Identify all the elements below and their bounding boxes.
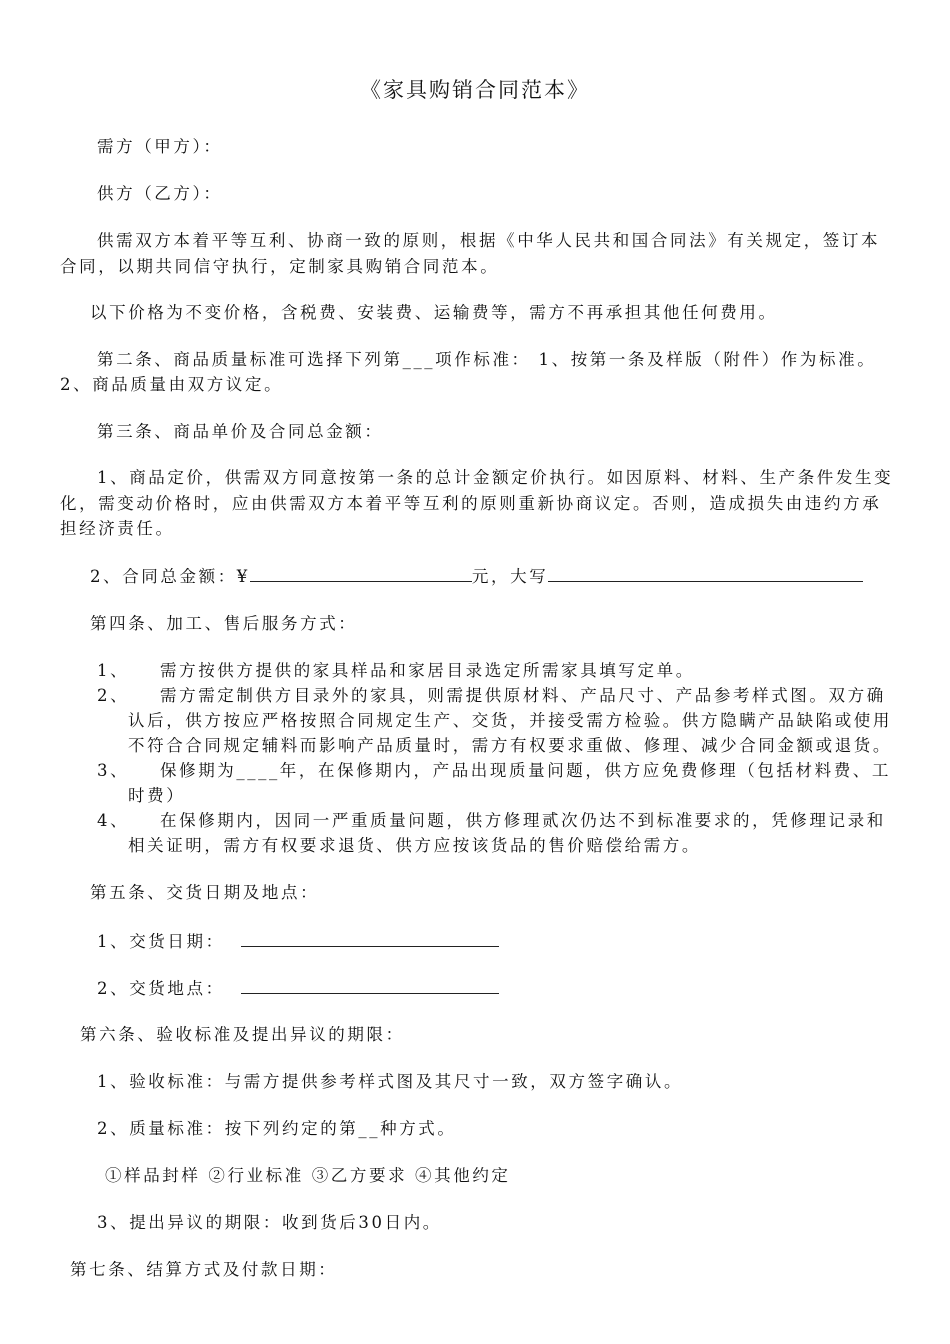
amount-words-label: 元，大写 [471, 567, 549, 586]
page-title: 《家具购销合同范本》 [360, 78, 590, 102]
quality-standard: 2、质量标准：按下列约定的第__种方式。 [97, 1119, 457, 1138]
party-b: 供方（乙方）： [97, 184, 223, 203]
total-amount-row [90, 565, 863, 588]
delivery-place-blank[interactable] [241, 977, 499, 994]
amount-words-blank[interactable] [548, 565, 863, 582]
delivery-date-label: 1、交货日期： [97, 932, 225, 951]
delivery-place-row [97, 977, 499, 1000]
article-4-title: 第四条、加工、售后服务方式： [90, 614, 358, 633]
acceptance-standard: 1、验收标准：与需方提供参考样式图及其尺寸一致，双方签字确认。 [97, 1072, 684, 1091]
article-3-1-line: 担经济责任。 [60, 519, 175, 538]
delivery-place-label: 2、交货地点： [97, 979, 225, 998]
article-4-item: 认后，供方按应严格按照合同规定生产、交货，并接受需方检验。供方隐瞒产品缺陷或使用 [128, 711, 892, 730]
article-6-title: 第六条、验收标准及提出异议的期限： [80, 1025, 405, 1044]
total-amount-label: 2、合同总金额：¥ [90, 567, 250, 586]
article-2-line: 2、商品质量由双方议定。 [60, 375, 284, 394]
quality-options: ①样品封样 ②行业标准 ③乙方要求 ④其他约定 [105, 1166, 511, 1185]
amount-blank[interactable] [250, 565, 472, 582]
item-number: 4、 [97, 811, 130, 830]
article-4-item: 相关证明，需方有权要求退货、供方应按该货品的售价赔偿给需方。 [128, 836, 701, 855]
article-2-line: 第二条、商品质量标准可选择下列第___项作标准： 1、按第一条及样版（附件）作为标准。 [97, 350, 877, 369]
delivery-date-blank[interactable] [241, 930, 499, 947]
item-number: 1、 [97, 661, 130, 680]
article-3-1-line: 化，需变动价格时，应由供需双方本着平等互利的原则重新协商议定。否则，造成损失由违约方承 [60, 494, 882, 513]
intro-line: 合同，以期共同信守执行，定制家具购销合同范本。 [60, 257, 500, 276]
article-4-item: 不符合合同规定辅料而影响产品质量时，需方有权要求重做、修理、减少合同金额或退货。 [128, 736, 892, 755]
objection-period: 3、提出异议的期限：收到货后30日内。 [97, 1213, 442, 1232]
article-5-title: 第五条、交货日期及地点： [90, 883, 320, 902]
article-4-item: 需方需定制供方目录外的家具，则需提供原材料、产品尺寸、产品参考样式图。双方确 [160, 686, 886, 705]
delivery-date-row [97, 930, 499, 953]
article-4-item: 需方按供方提供的家具样品和家居目录选定所需家具填写定单。 [160, 661, 695, 680]
article-4-item: 保修期为____年，在保修期内，产品出现质量问题，供方应免费修理（包括材料费、工 [160, 761, 891, 780]
article-7-title: 第七条、结算方式及付款日期： [70, 1260, 338, 1279]
item-number: 3、 [97, 761, 130, 780]
party-a: 需方（甲方）： [97, 137, 223, 156]
article-3-1-line: 1、商品定价，供需双方同意按第一条的总计金额定价执行。如因原料、材料、生产条件发生变 [97, 468, 894, 487]
article-3-title: 第三条、商品单价及合同总金额： [97, 422, 384, 441]
price-note: 以下价格为不变价格，含税费、安装费、运输费等，需方不再承担其他任何费用。 [90, 303, 778, 322]
article-4-item: 时费） [128, 786, 186, 805]
intro-line: 供需双方本着平等互利、协商一致的原则，根据《中华人民共和国合同法》有关规定，签订本 [97, 231, 881, 250]
article-4-item: 在保修期内，因同一严重质量问题，供方修理贰次仍达不到标准要求的，凭修理记录和 [160, 811, 886, 830]
item-number: 2、 [97, 686, 130, 705]
